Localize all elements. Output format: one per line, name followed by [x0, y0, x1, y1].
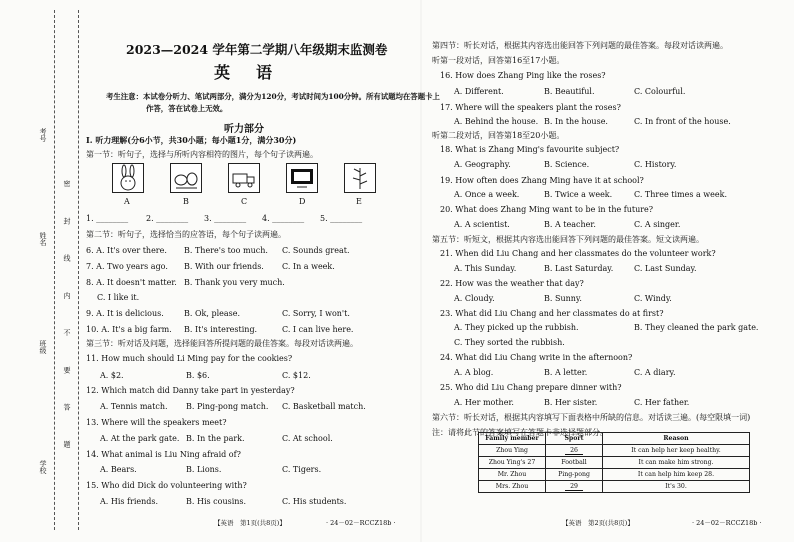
blank-26: 26: [565, 447, 583, 455]
q8-b: B. Thank you very much.: [184, 278, 285, 287]
q10-b: B. It's interesting.: [184, 325, 258, 334]
section6-instruction: 第六节：听长对话，根据其内容填写下面表格中所缺的信息。对话读三遍。(每空限填一词): [432, 413, 751, 422]
part1-heading: I. 听力理解(分6小节，共30小题；每小题1分，满分30分): [86, 135, 297, 145]
q16-c: C. Colourful.: [634, 87, 686, 96]
q25: 25. Who did Liu Chang prepare dinner with?: [440, 383, 622, 392]
notice-text: 考生注意：本试卷分听力、笔试两部分，满分为120分，考试时间为100分钟。所有试题均在答题卡上: [106, 92, 440, 101]
cell-sport: Football: [546, 457, 603, 469]
header-family-member: Family member: [479, 433, 546, 445]
cell-reason: It can help him keep 28.: [603, 469, 750, 481]
name-label: 姓名: [39, 232, 47, 246]
left-footer: 【英语 第1页(共8页)】: [214, 519, 286, 527]
blank-2: 2. ________: [146, 214, 189, 223]
cell-sport: [546, 481, 603, 493]
left-code: · 24－02－RCCZ18b ·: [326, 519, 396, 527]
section4-instruction: 第四节：听长对话，根据其内容选出能回答下列问题的最佳答案。每段对话读两遍。: [432, 41, 728, 50]
q22: 22. How was the weather that day?: [440, 279, 584, 288]
picture-b-animals: [170, 163, 202, 193]
q7-c: C. In a week.: [282, 262, 335, 271]
blank-1: 1. ________: [86, 214, 129, 223]
cell-reason: It's 30.: [603, 481, 750, 493]
blank-3: 3. ________: [204, 214, 247, 223]
blank-29: 29: [565, 483, 583, 491]
q16: 16. How does Zhang Ping like the roses?: [440, 71, 606, 80]
q17-c: C. In front of the house.: [634, 117, 731, 126]
picture-c-truck: [228, 163, 260, 193]
q7-a: 7. A. Two years ago.: [86, 262, 168, 271]
q8-a: 8. A. It doesn't matter.: [86, 278, 177, 287]
q9-a: 9. A. It is delicious.: [86, 309, 164, 318]
cell-sport: [546, 445, 603, 457]
q23: 23. What did Liu Chang and her classmates do at first?: [440, 309, 664, 318]
q17-b: B. In the house.: [544, 117, 608, 126]
pic-label-e: E: [356, 197, 362, 206]
q12-a: A. Tennis match.: [100, 402, 168, 411]
q18: 18. What is Zhang Ming's favourite subject?: [440, 145, 620, 154]
section6-note: 注：请将此节的答案填写在答题卡非选择题部分。: [432, 428, 608, 437]
q23-b: B. They cleaned the park gate.: [634, 323, 759, 332]
header-sport: Sport: [546, 433, 603, 445]
q25-c: C. Her father.: [634, 398, 690, 407]
cell-member: Mr. Zhou: [479, 469, 546, 481]
q8-c: C. I like it.: [97, 293, 140, 302]
q11-b: B. $6.: [186, 371, 210, 380]
section4-part-b: 听第二段对话，回答第18至20小题。: [432, 131, 565, 140]
q10-a: 10. A. It's a big farm.: [86, 325, 172, 334]
section3-instruction: 第三节：听对话及问题，选择能回答所提问题的最佳答案。每段对话读两遍。: [86, 339, 358, 348]
pic-label-b: B: [183, 197, 189, 206]
header-reason: Reason: [603, 433, 750, 445]
exam-no-label: 考号: [39, 128, 47, 142]
q10-c: C. I can live here.: [282, 325, 354, 334]
seal-line-text: 密 封 线 内 不 要 答 题: [63, 180, 71, 462]
cell-reason: It can make him strong.: [603, 457, 750, 469]
q23-a: A. They picked up the rubbish.: [454, 323, 579, 332]
cell-member: Zhou Ying's 27: [479, 457, 546, 469]
notice-text-2: 作答，答在试卷上无效。: [146, 104, 228, 113]
q24-b: B. A letter.: [544, 368, 588, 377]
q6-a: 6. A. It's over there.: [86, 246, 167, 255]
q16-a: A. Different.: [454, 87, 504, 96]
q22-c: C. Windy.: [634, 294, 672, 303]
q21-c: C. Last Sunday.: [634, 264, 697, 273]
q25-b: B. Her sister.: [544, 398, 598, 407]
q13: 13. Where will the speakers meet?: [86, 418, 227, 427]
q12-c: C. Basketball match.: [282, 402, 366, 411]
table-row: [479, 445, 750, 457]
q22-b: B. Sunny.: [544, 294, 582, 303]
q14: 14. What animal is Liu Ning afraid of?: [86, 450, 241, 459]
q15: 15. Who did Dick do volunteering with?: [86, 481, 247, 490]
table-row: [479, 457, 750, 469]
q17: 17. Where will the speakers plant the roses?: [440, 103, 621, 112]
cell-member: Mrs. Zhou: [479, 481, 546, 493]
pic-label-a: A: [124, 197, 130, 206]
q9-b: B. Ok, please.: [184, 309, 241, 318]
q20-a: A. A scientist.: [454, 220, 510, 229]
q11: 11. How much should Li Ming pay for the cookies?: [86, 354, 293, 363]
q21-b: B. Last Saturday.: [544, 264, 614, 273]
section2-instruction: 第二节：听句子，选择恰当的应答语，每个句子读两遍。: [86, 230, 286, 239]
blank-5: 5. ________: [320, 214, 363, 223]
q23-c: C. They sorted the rubbish.: [454, 338, 565, 347]
cell-sport: Ping-pong: [546, 469, 603, 481]
q16-b: B. Beautiful.: [544, 87, 595, 96]
q11-a: A. $2.: [100, 371, 124, 380]
q15-c: C. His students.: [282, 497, 347, 506]
q6-c: C. Sounds great.: [282, 246, 350, 255]
picture-d-screen: [286, 163, 318, 193]
table-header-row: [479, 433, 750, 445]
q25-a: A. Her mother.: [454, 398, 514, 407]
q19: 19. How often does Zhang Ming have it at school?: [440, 176, 644, 185]
q13-a: A. At the park gate.: [100, 434, 180, 443]
q22-a: A. Cloudy.: [454, 294, 495, 303]
q19-c: C. Three times a week.: [634, 190, 728, 199]
q24: 24. What did Liu Chang write in the afternoon?: [440, 353, 633, 362]
section5-instruction: 第五节：听短文，根据其内容选出能回答下列问题的最佳答案。短文读两遍。: [432, 235, 704, 244]
q14-b: B. Lions.: [186, 465, 222, 474]
q15-a: A. His friends.: [100, 497, 159, 506]
cell-reason: It can help her keep healthy.: [603, 445, 750, 457]
q18-c: C. History.: [634, 160, 677, 169]
right-code: · 24－02－RCCZ18b ·: [692, 519, 762, 527]
section1-instruction: 第一节：听句子，选择与所听内容相符的图片，每个句子读两遍。: [86, 150, 318, 159]
q6-b: B. There's too much.: [184, 246, 268, 255]
q24-c: C. A diary.: [634, 368, 676, 377]
q19-b: B. Twice a week.: [544, 190, 613, 199]
q24-a: A. A blog.: [454, 368, 494, 377]
picture-e-plant: [344, 163, 376, 193]
cell-member: Zhou Ying: [479, 445, 546, 457]
q11-c: C. $12.: [282, 371, 311, 380]
q13-b: B. In the park.: [186, 434, 245, 443]
pic-label-c: C: [241, 197, 248, 206]
table-row: [479, 469, 750, 481]
class-label: 班级: [39, 340, 47, 354]
binding-margin: [0, 0, 92, 542]
q12: 12. Which match did Danny take part in yesterday?: [86, 386, 295, 395]
blank-4: 4. ________: [262, 214, 305, 223]
q14-c: C. Tigers.: [282, 465, 322, 474]
q15-b: B. His cousins.: [186, 497, 247, 506]
family-sport-table: [478, 432, 750, 493]
table-row: [479, 481, 750, 493]
school-label: 学校: [39, 460, 47, 474]
q9-c: C. Sorry, I won't.: [282, 309, 350, 318]
seal-line-inner: [78, 10, 79, 530]
exam-title: 2023—2024 学年第二学期八年级期末监测卷: [126, 42, 388, 57]
q18-b: B. Science.: [544, 160, 590, 169]
seal-line: [54, 10, 55, 530]
q20-b: B. A teacher.: [544, 220, 596, 229]
q18-a: A. Geography.: [454, 160, 511, 169]
q17-a: A. Behind the house.: [454, 117, 539, 126]
q7-b: B. With our friends.: [184, 262, 264, 271]
picture-a-rabbit: [112, 163, 144, 193]
q14-a: A. Bears.: [100, 465, 137, 474]
right-footer: 【英语 第2页(共8页)】: [562, 519, 634, 527]
listening-heading: 听力部分: [224, 124, 264, 135]
q19-a: A. Once a week.: [454, 190, 520, 199]
pic-label-d: D: [299, 197, 306, 206]
q20: 20. What does Zhang Ming want to be in the future?: [440, 205, 654, 214]
q21-a: A. This Sunday.: [454, 264, 517, 273]
q20-c: C. A singer.: [634, 220, 681, 229]
q21: 21. When did Liu Chang and her classmates do the volunteer work?: [440, 249, 716, 258]
q13-c: C. At school.: [282, 434, 333, 443]
section4-part-a: 听第一段对话，回答第16至17小题。: [432, 56, 565, 65]
q12-b: B. Ping-pong match.: [186, 402, 269, 411]
subject-title: 英语: [214, 63, 299, 82]
